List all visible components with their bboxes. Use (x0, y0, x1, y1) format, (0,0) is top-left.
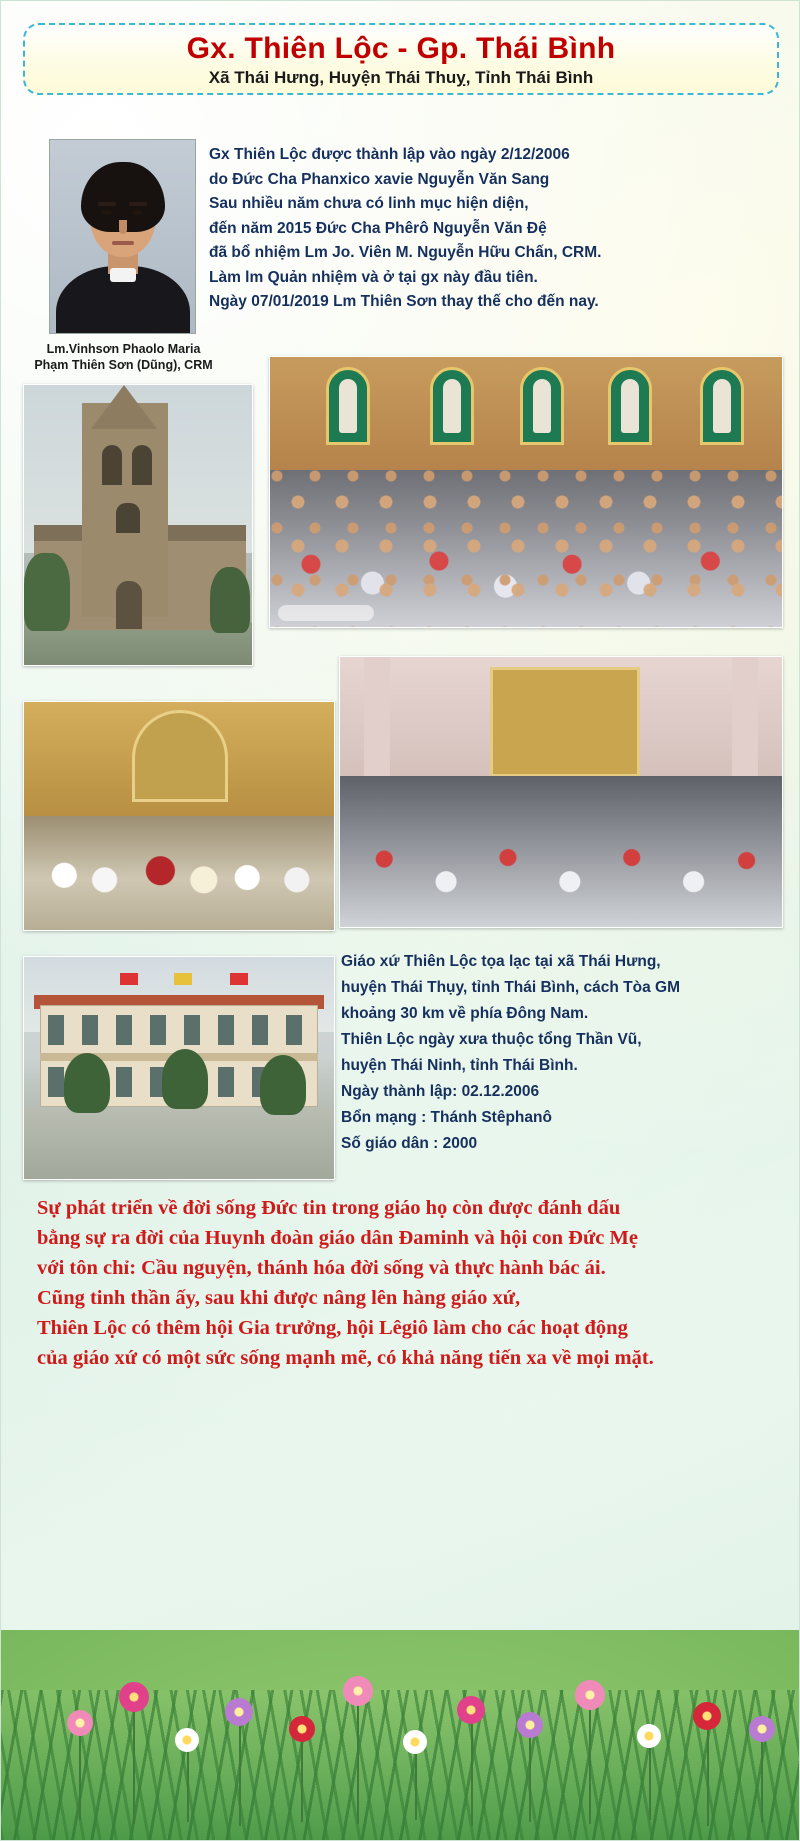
patron-saint-line: Bổn mạng : Thánh Stêphanô (341, 1109, 552, 1126)
flower-icon (403, 1730, 427, 1754)
header-banner (23, 23, 779, 95)
closing-line: Cũng tinh thần ấy, sau khi được nâng lên hàng giáo xứ, (37, 1287, 521, 1309)
priest-caption (21, 341, 226, 373)
flower-icon (693, 1702, 721, 1730)
intro-text-block (209, 143, 794, 315)
intro-line: Gx Thiên Lộc được thành lập vào ngày 2/12/2006 (209, 146, 570, 163)
flower-icon (749, 1716, 775, 1742)
group-students-photo (269, 356, 783, 628)
priest-caption-line-2: Phạm Thiên Sơn (Dũng), CRM (34, 358, 213, 372)
church-exterior-photo (23, 384, 253, 666)
location-line: huyện Thái Ninh, tỉnh Thái Bình. (341, 1057, 578, 1074)
closing-line: với tôn chỉ: Cầu nguyện, thánh hóa đời sống và thực hành bác ái. (37, 1257, 606, 1279)
group-scouts-photo (339, 656, 783, 928)
flower-icon (457, 1696, 485, 1724)
grass-decoration (1, 1690, 800, 1840)
location-line: Giáo xứ Thiên Lộc tọa lạc tại xã Thái Hưng, (341, 953, 661, 970)
flower-border-decoration (1, 1630, 800, 1840)
flower-icon (225, 1698, 253, 1726)
page-title: Gx. Thiên Lộc - Gp. Thái Bình (186, 32, 616, 65)
closing-line: bằng sự ra đời của Huynh đoàn giáo dân Đaminh và hội con Đức Mẹ (37, 1227, 638, 1249)
group-clergy-photo (23, 701, 335, 931)
intro-line: Làm lm Quản nhiệm và ở tại gx này đầu tiên. (209, 268, 538, 286)
priest-portrait-photo (49, 139, 196, 334)
flower-icon (517, 1712, 543, 1738)
location-line: Thiên Lộc ngày xưa thuộc tổng Thần Vũ, (341, 1031, 642, 1048)
closing-line: của giáo xứ có một sức sống mạnh mẽ, có khả năng tiến xa về mọi mặt. (37, 1347, 654, 1369)
flower-icon (67, 1710, 93, 1736)
intro-line: đã bổ nhiệm Lm Jo. Viên M. Nguyễn Hữu Chấn, CRM. (209, 244, 602, 261)
page-subtitle: Xã Thái Hưng, Huyện Thái Thuỵ, Tỉnh Thái Bình (208, 68, 594, 87)
location-line: khoảng 30 km về phía Đông Nam. (341, 1005, 589, 1022)
flower-icon (575, 1680, 605, 1710)
intro-line: đến năm 2015 Đức Cha Phêrô Nguyễn Văn Đệ (209, 219, 547, 237)
priest-caption-line-1: Lm.Vinhsơn Phaolo Maria (46, 342, 201, 356)
founding-date-line: Ngày thành lập: 02.12.2006 (341, 1083, 540, 1100)
location-line: huyện Thái Thụy, tỉnh Thái Bình, cách Tòa GM (341, 979, 681, 996)
parishioner-count-line: Số giáo dân : 2000 (341, 1135, 478, 1152)
flower-icon (175, 1728, 199, 1752)
intro-line: do Đức Cha Phanxico xavie Nguyễn Văn Sang (209, 170, 550, 188)
closing-paragraph (37, 1193, 777, 1373)
intro-line: Ngày 07/01/2019 Lm Thiên Sơn thay thế cho đến nay. (209, 293, 599, 310)
flower-icon (343, 1676, 373, 1706)
flower-icon (637, 1724, 661, 1748)
closing-line: Sự phát triển về đời sống Đức tin trong giáo họ còn được đánh dấu (37, 1197, 621, 1219)
parish-hall-photo (23, 956, 335, 1180)
intro-line: Sau nhiều năm chưa có linh mục hiện diện, (209, 195, 529, 212)
flower-icon (119, 1682, 149, 1712)
flower-icon (289, 1716, 315, 1742)
closing-line: Thiên Lộc có thêm hội Gia trưởng, hội Lêgiô làm cho các hoạt động (37, 1317, 628, 1339)
location-info-block (341, 949, 781, 1157)
